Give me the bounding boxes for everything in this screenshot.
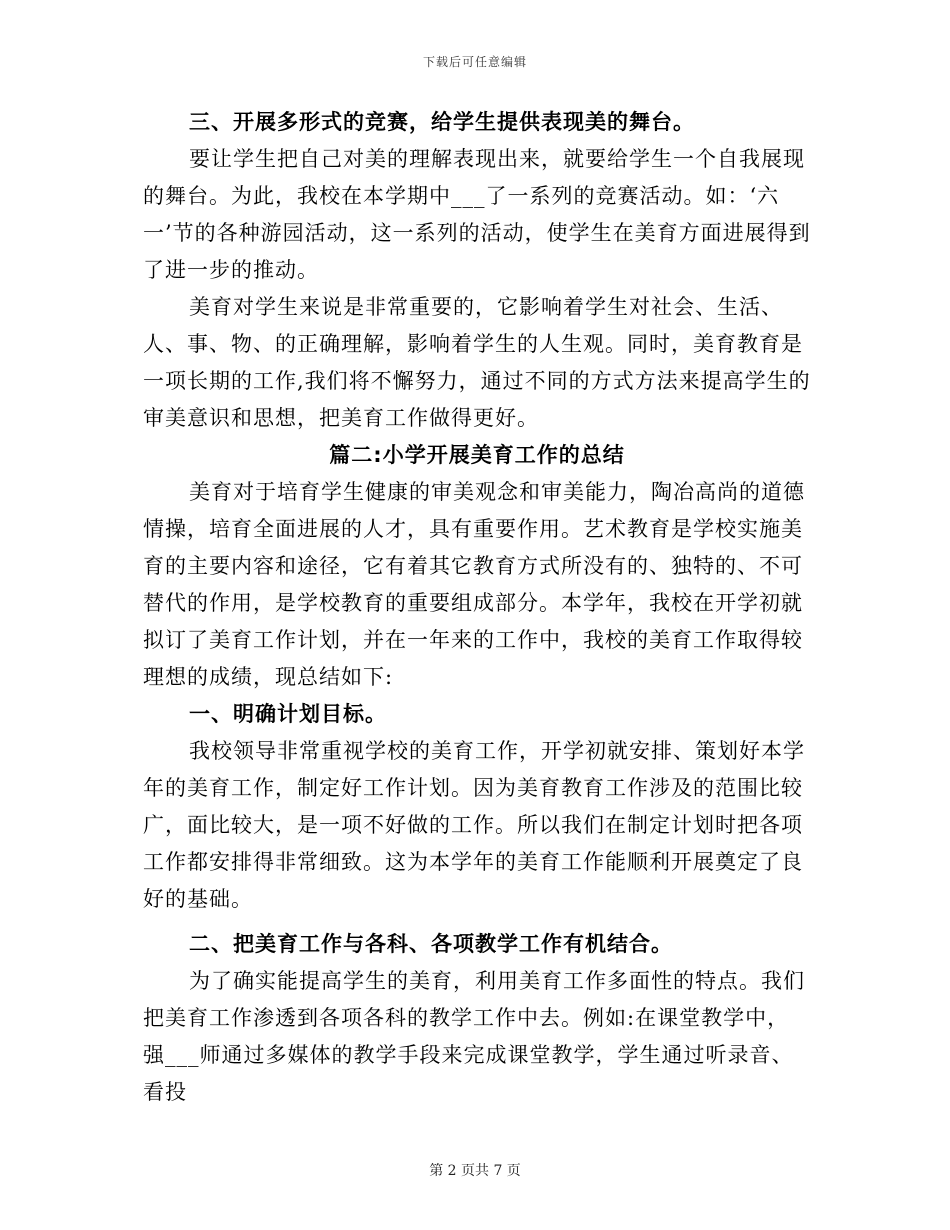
paragraph-3: 美育对于培育学生健康的审美观念和审美能力，陶冶高尚的道德情操，培育全面进展的人才，具有重要作用。艺术教育是学校实施美育的主要内容和途径，它有着其它教育方式所没有的、独特的、不可替代的作用，是学校教育的重要组成部分。本学年，我校在开学初就拟订了美育工作计划，并在一年来的工作中，我校的美育工作取得较理想的成绩，现总结如下: xyxy=(143,480,805,689)
paragraph-2: 美育对学生来说是非常重要的，它影响着学生对社会、生活、人、事、物、的正确理解，影响着学生的人生观。同时，美育教育是一项长期的工作,我们将不懈努力，通过不同的方式方法来提高学生的审美意识和思想，把美育工作做得更好。 xyxy=(143,295,811,430)
heading-2: 二、把美育工作与各科、各项教学工作有机结合。 xyxy=(189,932,673,956)
heading-1: 一、明确计划目标。 xyxy=(189,702,387,726)
page-footer: 第 2 页共 7 页 xyxy=(429,1163,521,1179)
paragraph-4: 我校领导非常重视学校的美育工作，开学初就安排、策划好本学年的美育工作，制定好工作计划。因为美育教育工作涉及的范围比较广，面比较大，是一项不好做的工作。所以我们在制定计划时把各项工作都安排得非常细致。这为本学年的美育工作能顺利开展奠定了良好的基础。 xyxy=(143,739,805,911)
document-body xyxy=(143,104,811,1111)
paragraph-5: 为了确实能提高学生的美育，利用美育工作多面性的特点。我们把美育工作渗透到各项各科的教学工作中去。例如:在课堂教学中，强___师通过多媒体的教学手段来完成课堂教学，学生通过听录音、看投 xyxy=(143,969,805,1104)
section-title: 篇二:小学开展美育工作的总结 xyxy=(329,443,625,467)
page-header: 下载后可任意编辑 xyxy=(422,55,527,69)
heading-3: 三、开展多形式的竞赛，给学生提供表现美的舞台。 xyxy=(189,110,695,134)
paragraph-1: 要让学生把自己对美的理解表现出来，就要给学生一个自我展现的舞台。为此，我校在本学期中___了一系列的竞赛活动。如：‘六一’节的各种游园活动，这一系列的活动，使学生在美育方面进展得到了进一步的推动。 xyxy=(143,147,811,282)
